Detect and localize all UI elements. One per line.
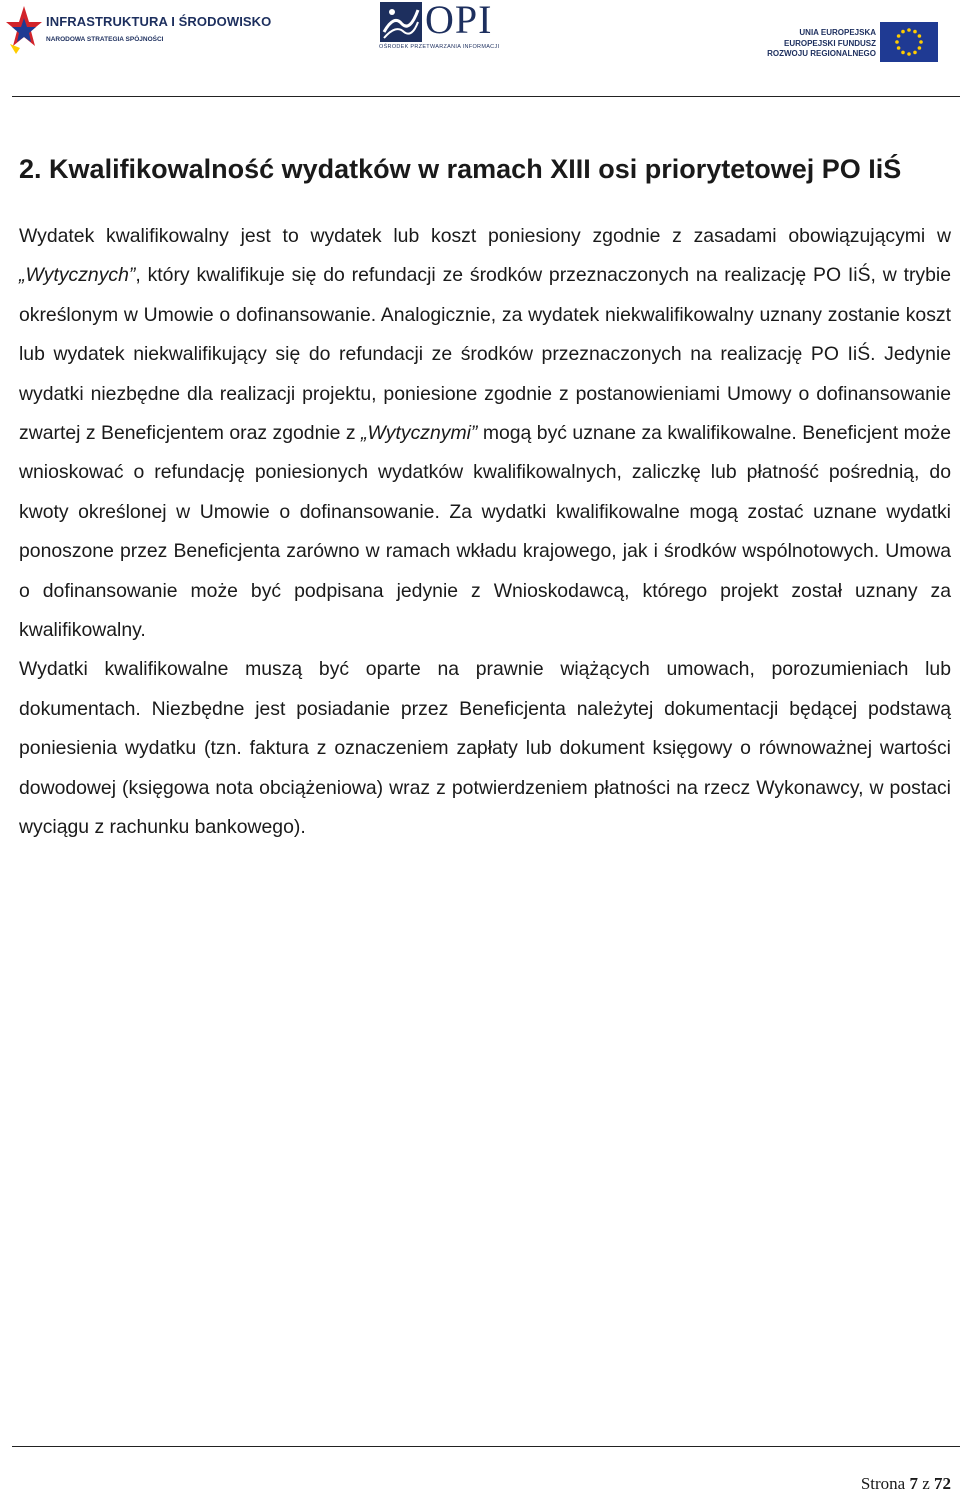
eu-logo-text xyxy=(767,28,876,60)
paragraph-eligibility xyxy=(19,217,951,650)
eu-flag-icon xyxy=(880,22,938,62)
opi-emblem-icon xyxy=(380,2,422,42)
section-title: Kwalifikowalność wydatków w ramach XIII osi priorytetowej PO IiŚ xyxy=(49,154,902,184)
opi-logo xyxy=(378,2,508,58)
opi-logo-word: OPI xyxy=(425,0,493,42)
eu-logo-line-3: ROZWOJU REGIONALNEGO xyxy=(767,49,876,58)
eu-logo-line-1: UNIA EUROPEJSKA xyxy=(799,28,876,37)
paragraph-1-text-c: mogą być uznane za kwalifikowalne. Beneficjent może wnioskować o refundację poniesionych wydatków kwalifikowalnych, zaliczkę lub płatność pośrednią, do kwoty określonej w Umowie o dofinansowanie. Za wydatki kwalifikowalne mogą zostać uznane wydatki ponoszone przez Beneficjenta zarówno w ramach wkładu krajowego, jak i środków wspólnotowych. Umowa o dofinansowanie może być podpisana jedynie z Wnioskodawcą, którego projekt został uznany za kwalifikowalny. xyxy=(19,422,951,642)
paragraph-1-emphasis-wytycznymi: „Wytycznymi” xyxy=(361,422,478,445)
paragraph-1-emphasis-wytycznych: „Wytycznych” xyxy=(19,264,136,287)
opi-logo-subtitle: OŚRODEK PRZETWARZANIA INFORMACJI xyxy=(379,44,500,50)
page-content xyxy=(19,152,951,848)
iis-logo-title: INFRASTRUKTURA I ŚRODOWISKO xyxy=(46,14,272,29)
page-number xyxy=(861,1474,951,1494)
iis-star-icon xyxy=(4,4,44,56)
paragraph-documentation: Wydatki kwalifikowalne muszą być oparte na prawnie wiążących umowach, porozumieniach lub dokumentach. Niezbędne jest posiadanie przez Beneficjenta należytej dokumentacji będącej podstawą poniesienia wydatku (tzn. faktura z oznaczeniem zapłaty lub dokument księgowy o równoważnej wartości dowodowej (księgowa nota obciążeniowa) wraz z potwierdzeniem płatności na rzecz Wykonawcy, w postaci wyciągu z rachunku bankowego). xyxy=(19,658,951,839)
page-header xyxy=(0,0,960,97)
infrastruktura-srodowisko-logo xyxy=(4,4,272,60)
iis-logo-subtitle: NARODOWA STRATEGIA SPÓJNOŚCI xyxy=(46,36,164,43)
paragraph-1-text-a: Wydatek kwalifikowalny jest to wydatek lub koszt poniesiony zgodnie z zasadami obowiązującymi w xyxy=(19,225,951,247)
footer-divider xyxy=(12,1446,960,1447)
page-current: 7 xyxy=(909,1474,918,1493)
header-divider xyxy=(12,96,960,97)
page-total: 72 xyxy=(934,1474,951,1493)
page-separator: z xyxy=(922,1474,930,1493)
section-number: 2. xyxy=(19,154,42,184)
eu-logo-line-2: EUROPEJSKI FUNDUSZ xyxy=(783,38,876,48)
eu-logo xyxy=(760,20,940,66)
page-label: Strona xyxy=(860,1474,906,1493)
section-heading xyxy=(19,152,951,187)
paragraph-1-text-b: , który kwalifikuje się do refundacji ze środków przeznaczonych na realizację PO IiŚ, w trybie określonym w Umowie o dofinansowanie. Analogicznie, za wydatek niekwalifikowalny uznany zostanie koszt lub wydatek niekwalifikujący się do refundacji ze środków przeznaczonych na realizację PO IiŚ. Jedynie wydatki niezbędne dla realizacji projektu, poniesione zgodnie z postanowieniami Umowy o dofinansowanie zwartej z Beneficjentem oraz zgodnie z xyxy=(19,264,951,445)
